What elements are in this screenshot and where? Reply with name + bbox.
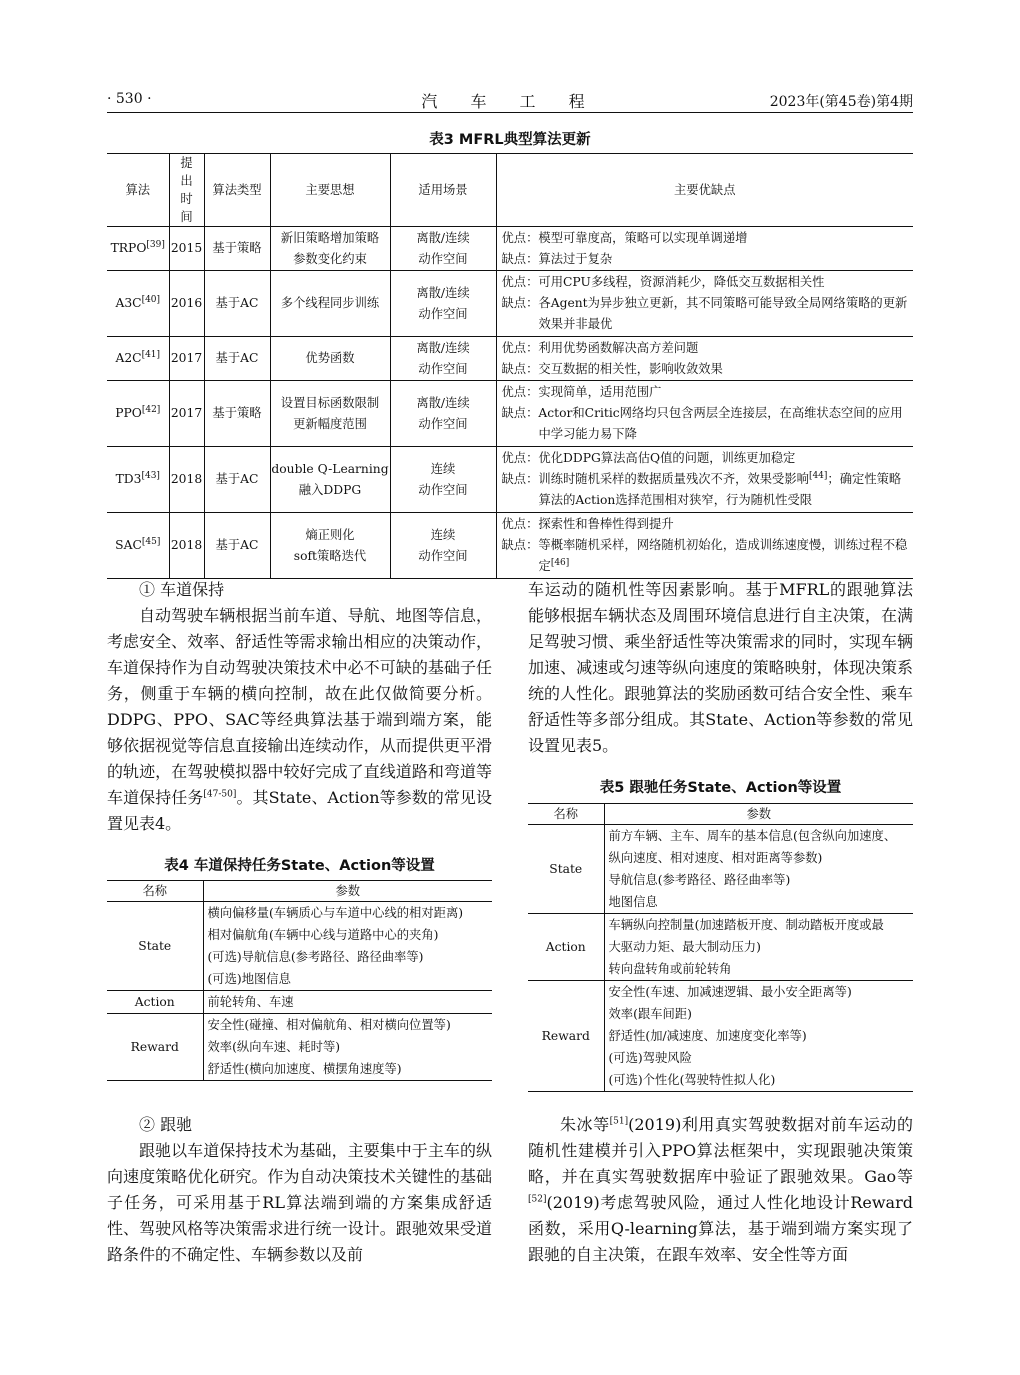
pros-cons-line: 优点：实现简单，适用范围广 [501,385,662,399]
table-row [107,337,913,381]
algo-cell [107,447,169,513]
param-item: (可选)驾驶风险 [608,1051,692,1065]
pros-cons-line: 优点：探索性和鲁棒性得到提升 [501,517,674,531]
header-rule [107,112,913,113]
paragraph-lane-keeping: 自动驾驶车辆根据当前车道、导航、地图等信息，考虑安全、效率、舒适性等需求输出相应的决策动作，车道保持作为自动驾驶决策技术中必不可缺的基础子任务，侧重于车辆的横向控制，故在此仅做简要分析。DDPG、PPO、SAC等经典算法基于端到端方案，能够依据视觉等信息直接输出连续动作，从而提供更平滑的轨迹，在驾驶模拟器中较好完成了直线道路和弯道等车道保持任务[47-50]。其State、Action等参数的常见设置见表4。 [107,606,492,833]
idea-cell [270,337,390,381]
idea-line: 熵正则化 [305,527,355,542]
idea-line: 更新幅度范围 [293,416,367,431]
idea-line: soft策略迭代 [293,548,367,563]
scene-line: 动作空间 [418,548,468,563]
idea-cell [270,271,390,337]
idea-line: 多个线程同步训练 [280,296,380,310]
t5-header-params: 参数 [746,807,772,821]
table-row [107,271,913,337]
param-list-cell [604,825,913,914]
type-cell: 基于AC [204,337,270,381]
citation: [47-50] [203,789,237,800]
type-cell: 基于AC [204,513,270,579]
journal-name: 汽 车 工 程 [421,92,599,111]
type-cell: 基于策略 [204,227,270,271]
pros-cons-line: 缺点：Actor和Critic网络均只包含两层全连接层，在高维状态空间的应用中学习能力易下降 [501,406,903,441]
idea-line: 优势函数 [305,351,355,365]
scene-cell [390,337,496,381]
param-item: 横向偏移量(车辆质心与车道中心线的相对距离) [207,906,464,920]
scene-line: 动作空间 [418,251,468,266]
param-item: 舒适性(横向加速度、横摆角速度等) [207,1062,402,1076]
param-item: 安全性(车速、加减速逻辑、最小安全距离等) [608,985,852,999]
t3-header-algo: 算法 [125,182,151,197]
year-cell: 2017 [169,337,204,381]
citation: [40] [141,294,161,305]
algo-cell [107,337,169,381]
t3-header-year: 提出时间 [169,154,204,227]
idea-line: 参数变化约束 [293,251,367,266]
section-heading-car-following: ② 跟驰 [139,1115,193,1134]
param-item: 车辆纵向控制量(加速踏板开度、制动踏板开度或最 [608,918,884,932]
paragraph-car-following-cont: 车运动的随机性等因素影响。基于MFRL的跟驰算法能够根据车辆状态及周围环境信息进行自主决策，在满足驾驶习惯、乘坐舒适性等决策需求的同时，实现车辆加速、减速或匀速等纵向速度的策略映射，体现决策系统的人性化。跟驰算法的奖励函数可结合安全性、乘车舒适性等多部分组成。其State、Action等参数的常见设置见表5。 [528,580,913,755]
citation: [42] [141,404,161,415]
scene-cell [390,513,496,579]
idea-cell [270,513,390,579]
scene-line: 动作空间 [418,482,468,497]
table5-caption: 表5 跟驰任务State、Action等设置 [599,780,842,796]
param-item: 转向盘转角或前轮转角 [608,962,732,976]
year-cell: 2018 [169,513,204,579]
param-list-cell [203,902,492,991]
section-heading-lane-keeping: ① 车道保持 [139,580,225,599]
table-row [107,1014,492,1081]
param-item: 舒适性(加/减速度、加速度变化率等) [608,1029,807,1043]
algo-name: A3C [115,296,142,310]
pros-cons-line: 优点：优化DDPG算法高估Q值的问题，训练更加稳定 [501,451,796,465]
issue-info: 2023年(第45卷)第4期 [769,94,913,110]
right-column-text-1 [528,577,913,759]
scene-line: 动作空间 [418,416,468,431]
scene-cell [390,227,496,271]
t5-header-name: 名称 [528,804,604,825]
citation: [39] [146,239,165,250]
param-list-cell [203,991,492,1014]
table4 [107,880,492,1081]
scene-line: 离散/连续 [416,230,470,245]
param-list-cell [604,914,913,981]
algo-name: PPO [115,406,142,420]
pros-cons-cell [496,513,913,579]
table-row [528,914,913,981]
table-row [528,981,913,1092]
page-number: · 530 · [107,91,152,107]
pros-cons-line: 优点：可用CPU多线程，资源消耗少，降低交互数据相关性 [501,275,825,289]
left-column-text-2 [107,1112,492,1268]
year-cell: 2015 [169,227,204,271]
idea-line: 设置目标函数限制 [280,395,380,410]
idea-cell [270,381,390,447]
table-row [107,447,913,513]
param-name-cell: Reward [528,981,604,1092]
table3-caption: 表3 MFRL典型算法更新 [429,132,591,148]
param-item: 地图信息 [608,895,658,909]
param-item: 相对偏航角(车辆中心线与道路中心的夹角) [207,928,439,942]
param-item: 效率(跟车间距) [608,1007,692,1021]
idea-line: 融入DDPG [298,482,362,497]
scene-line: 动作空间 [418,306,468,321]
pros-cons-line: 缺点：各Agent为异步独立更新，其不同策略可能导致全局网络策略的更新效果并非最优 [501,296,908,331]
citation: [45] [141,536,161,547]
t3-header-idea: 主要思想 [270,154,390,227]
paragraph-related-work: 朱冰等[51](2019)利用真实驾驶数据对前车运动的随机性建模并引入PPO算法框架中，实现跟驰决策策略，并在真实驾驶数据库中验证了跟驰效果。Gao等[52](2019)考虑驾驶风险，通过人性化地设计Reward函数，采用Q-learning算法，基于端到端方案实现了跟驰的自主决策，在跟车效率、安全性等方面 [528,1115,913,1264]
pros-cons-line: 缺点：等概率随机采样，网络随机初始化，造成训练速度慢，训练过程不稳定[46] [501,538,908,573]
scene-line: 连续 [430,527,456,542]
table3 [107,153,913,579]
citation: [52] [528,1194,547,1205]
algo-name: TD3 [115,472,142,486]
idea-cell [270,227,390,271]
table5 [528,803,913,1092]
scene-cell [390,381,496,447]
paragraph-car-following: 跟驰以车道保持技术为基础，主要集中于主车的纵向速度策略优化研究。作为自动决策技术关键性的基础子任务，可采用基于RL算法端到端的方案集成舒适性、驾驶风格等决策需求进行统一设计。跟驰效果受道路条件的不确定性、车辆参数以及前 [107,1141,492,1264]
citation: [41] [141,349,161,360]
scene-line: 离散/连续 [416,395,470,410]
type-cell: 基于策略 [204,381,270,447]
year-cell: 2016 [169,271,204,337]
param-item: (可选)导航信息(参考路径、路径曲率等) [207,950,424,964]
pros-cons-line: 缺点：训练时随机采样的数据质量残次不齐，效果受影响[44]；确定性策略算法的Action选择范围相对狭窄，行为随机性受限 [501,470,902,507]
citation: [51] [609,1116,629,1127]
idea-cell [270,447,390,513]
algo-cell [107,227,169,271]
t4-header-params: 参数 [335,884,361,898]
pros-cons-cell [496,447,913,513]
scene-line: 动作空间 [418,361,468,376]
scene-line: 离散/连续 [416,285,470,300]
pros-cons-cell [496,337,913,381]
year-cell: 2018 [169,447,204,513]
pros-cons-line: 缺点：交互数据的相关性，影响收敛效果 [501,361,723,376]
table4-caption: 表4 车道保持任务State、Action等设置 [164,858,435,874]
param-list-cell [203,1014,492,1081]
table-row [528,825,913,914]
table-row [107,513,913,579]
table-row [107,381,913,447]
param-item: 纵向速度、相对速度、相对距离等参数) [608,851,823,865]
type-cell: 基于AC [204,271,270,337]
pros-cons-line: 优点：模型可靠度高，策略可以实现单调递增 [501,230,748,245]
algo-cell [107,381,169,447]
algo-cell [107,271,169,337]
param-item: 大驱动力矩、最大制动压力) [608,940,761,954]
scene-cell [390,271,496,337]
left-column-text-1 [107,577,492,837]
pros-cons-cell [496,271,913,337]
algo-name: A2C [115,351,142,365]
param-item: 前方车辆、主车、周车的基本信息(包含纵向加速度、 [608,829,897,843]
param-item: 效率(纵向车速、耗时等) [207,1040,341,1054]
pros-cons-cell [496,381,913,447]
param-item: (可选)个性化(驾驶特性拟人化) [608,1073,776,1087]
algo-name: TRPO [110,241,147,255]
running-header [107,89,913,111]
table-row [107,902,492,991]
param-name-cell: Action [528,914,604,981]
t3-header-type: 算法类型 [204,154,270,227]
year-cell: 2017 [169,381,204,447]
param-item: 导航信息(参考路径、路径曲率等) [608,873,791,887]
param-item: 前轮转角、车速 [207,995,294,1009]
pros-cons-line: 优点：利用优势函数解决高方差问题 [501,340,699,355]
scene-line: 连续 [430,461,456,476]
t4-header-name: 名称 [107,881,203,902]
param-name-cell: State [528,825,604,914]
idea-line: double Q-Learning [271,461,389,476]
algo-cell [107,513,169,579]
idea-line: 新旧策略增加策略 [280,230,380,245]
scene-cell [390,447,496,513]
algo-name: SAC [115,538,142,552]
pros-cons-line: 缺点：算法过于复杂 [501,251,613,266]
citation: [43] [141,470,160,481]
table-row [107,991,492,1014]
scene-line: 离散/连续 [416,340,470,355]
table-row [107,227,913,271]
param-item: 安全性(碰撞、相对偏航角、相对横向位置等) [207,1018,451,1032]
type-cell: 基于AC [204,447,270,513]
pros-cons-cell [496,227,913,271]
right-column-text-2 [528,1112,913,1268]
t3-header-pros: 主要优缺点 [496,154,913,227]
param-name-cell: State [107,902,203,991]
param-item: (可选)地图信息 [207,972,291,986]
param-name-cell: Action [107,991,203,1014]
t3-header-scene: 适用场景 [390,154,496,227]
param-name-cell: Reward [107,1014,203,1081]
param-list-cell [604,981,913,1092]
